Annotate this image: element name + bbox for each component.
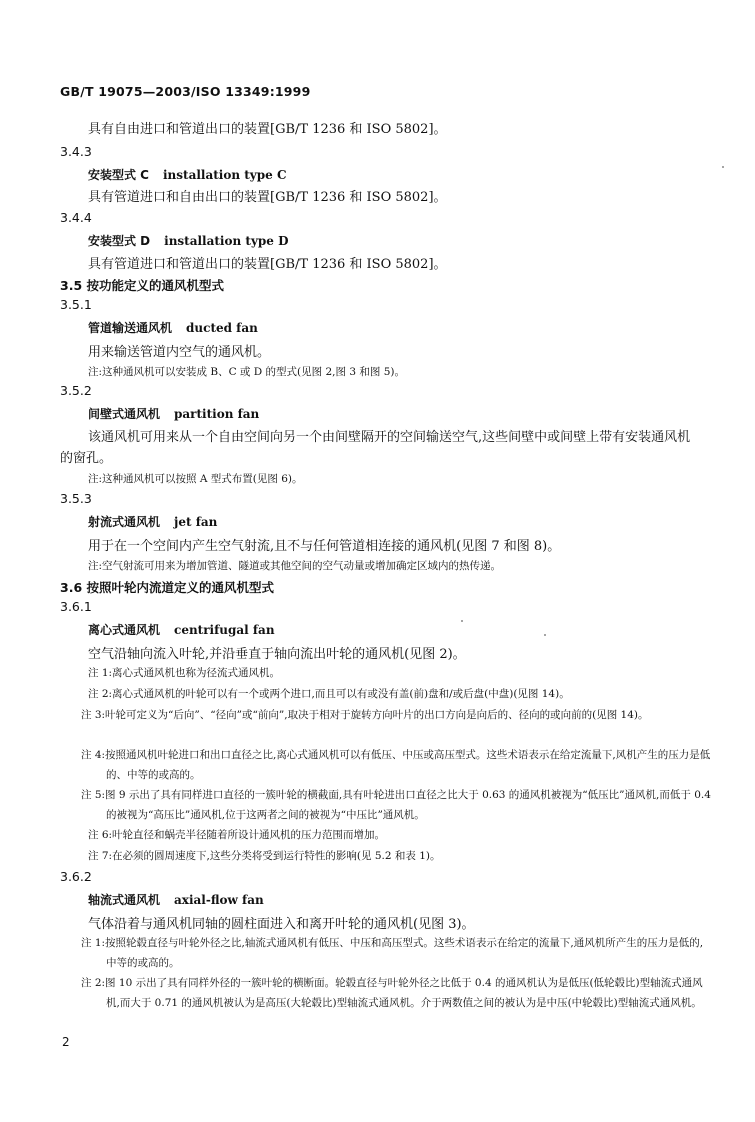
page-number: 2	[62, 1035, 70, 1049]
term-english: ducted fan	[186, 321, 258, 335]
term-english: partition fan	[174, 407, 260, 421]
definition-text: 具有管道进口和管道出口的装置[GB/T 1236 和 ISO 5802]。	[88, 257, 447, 272]
note-text: 注 6:叶轮直径和蜗壳半径随着所设计通风机的压力范围而增加。	[88, 829, 386, 841]
term-chinese: 离心式通风机	[88, 623, 161, 637]
definition-paragraph: 该通风机可用来从一个自由空间向另一个由间壁隔开的空间输送空气,这些间壁中或间壁上带有安装通风机的窗孔。	[60, 430, 691, 466]
clause-number: 3.4.3	[60, 144, 92, 159]
definition-text: 气体沿着与通风机同轴的圆柱面进入和离开叶轮的通风机(见图 3)。	[88, 917, 475, 932]
term-english: jet fan	[174, 515, 218, 529]
term-chinese: 间壁式通风机	[88, 407, 161, 421]
definition-text: 用于在一个空间内产生空气射流,且不与任何管道相连接的通风机(见图 7 和图 8)。	[88, 539, 561, 554]
scan-speck	[544, 634, 546, 636]
term-english: installation type D	[164, 234, 289, 248]
section-heading: 3.6 按照叶轮内流道定义的通风机型式	[60, 580, 274, 595]
note-text: 注 7:在必须的圆周速度下,这些分类将受到运行特性的影响(见 5.2 和表 1)。	[88, 850, 441, 862]
definition-text: 具有管道进口和自由出口的装置[GB/T 1236 和 ISO 5802]。	[88, 190, 447, 205]
note-paragraph: 注 1:按照轮毂直径与叶轮外径之比,轴流式通风机有低压、中压和高压型式。这些术语表示在给定的流量下,通风机所产生的压力是低的,中等的或高的。	[81, 937, 704, 969]
term-chinese: 安装型式 D	[88, 234, 151, 248]
section-heading: 3.5 按功能定义的通风机型式	[60, 278, 224, 293]
term-chinese: 管道输送通风机	[88, 321, 173, 335]
definition-text: 用来输送管道内空气的通风机。	[88, 345, 271, 360]
term-heading	[88, 232, 289, 249]
scan-speck	[461, 620, 463, 622]
term-heading	[88, 166, 287, 183]
note-text: 注:空气射流可用来为增加管道、隧道或其他空间的空气动量或增加确定区域内的热传递。	[88, 560, 502, 572]
term-heading	[88, 405, 259, 422]
clause-number: 3.4.4	[60, 210, 92, 225]
term-heading	[88, 621, 275, 638]
definition-text: 具有自由进口和管道出口的装置[GB/T 1236 和 ISO 5802]。	[88, 122, 447, 137]
term-chinese: 安装型式 C	[88, 168, 149, 182]
note-paragraph: 注 3:叶轮可定义为“后向”、“径向”或“前向”,取决于相对于旋转方向叶片的出口方向是向后的、径向的或向前的(见图 14)。	[81, 709, 649, 721]
definition-text: 空气沿轴向流入叶轮,并沿垂直于轴向流出叶轮的通风机(见图 2)。	[88, 647, 466, 662]
term-heading	[88, 891, 264, 908]
term-heading	[88, 513, 217, 530]
clause-number: 3.6.2	[60, 869, 92, 884]
standard-code-header: GB/T 19075—2003/ISO 13349:1999	[60, 84, 311, 99]
term-chinese: 射流式通风机	[88, 515, 161, 529]
scan-speck	[722, 166, 724, 168]
note-text: 注 1:离心式通风机也称为径流式通风机。	[88, 667, 281, 679]
clause-number: 3.5.3	[60, 491, 92, 506]
note-paragraph: 注 4:按照通风机叶轮进口和出口直径之比,离心式通风机可以有低压、中压或高压型式。这些术语表示在给定流量下,风机产生的压力是低的、中等的或高的。	[81, 749, 711, 781]
note-text: 注 2:离心式通风机的叶轮可以有一个或两个进口,而且可以有或没有盖(前)盘和/或后盘(中盘)(见图 14)。	[88, 688, 570, 700]
term-english: installation type C	[163, 168, 287, 182]
term-english: centrifugal fan	[174, 623, 275, 637]
clause-number: 3.6.1	[60, 599, 92, 614]
term-heading	[88, 319, 258, 336]
clause-number: 3.5.2	[60, 383, 92, 398]
term-english: axial-flow fan	[174, 893, 264, 907]
clause-number: 3.5.1	[60, 297, 92, 312]
note-paragraph: 注 2:图 10 示出了具有同样外径的一簇叶轮的横断面。轮毂直径与叶轮外径之比低于 0.4 的通风机认为是低压(低轮毂比)型轴流式通风机,而大于 0.71 的通风机被认为是高压(大轮毂比)型轴流式通风机。介于两数值之间的被认为是中压(中轮毂比)型轴流式通风机。	[81, 977, 703, 1009]
note-text: 注:这种通风机可以按照 A 型式布置(见图 6)。	[88, 473, 303, 485]
note-text: 注:这种通风机可以安装成 B、C 或 D 的型式(见图 2,图 3 和图 5)。	[88, 366, 405, 378]
note-paragraph: 注 5:图 9 示出了具有同样进口直径的一簇叶轮的横截面,具有叶轮进出口直径之比大于 0.63 的通风机被视为“低压比”通风机,而低于 0.4 的被视为“高压比”通风机,位于这两者之间的被视为“中压比”通风机。	[81, 789, 711, 821]
term-chinese: 轴流式通风机	[88, 893, 161, 907]
